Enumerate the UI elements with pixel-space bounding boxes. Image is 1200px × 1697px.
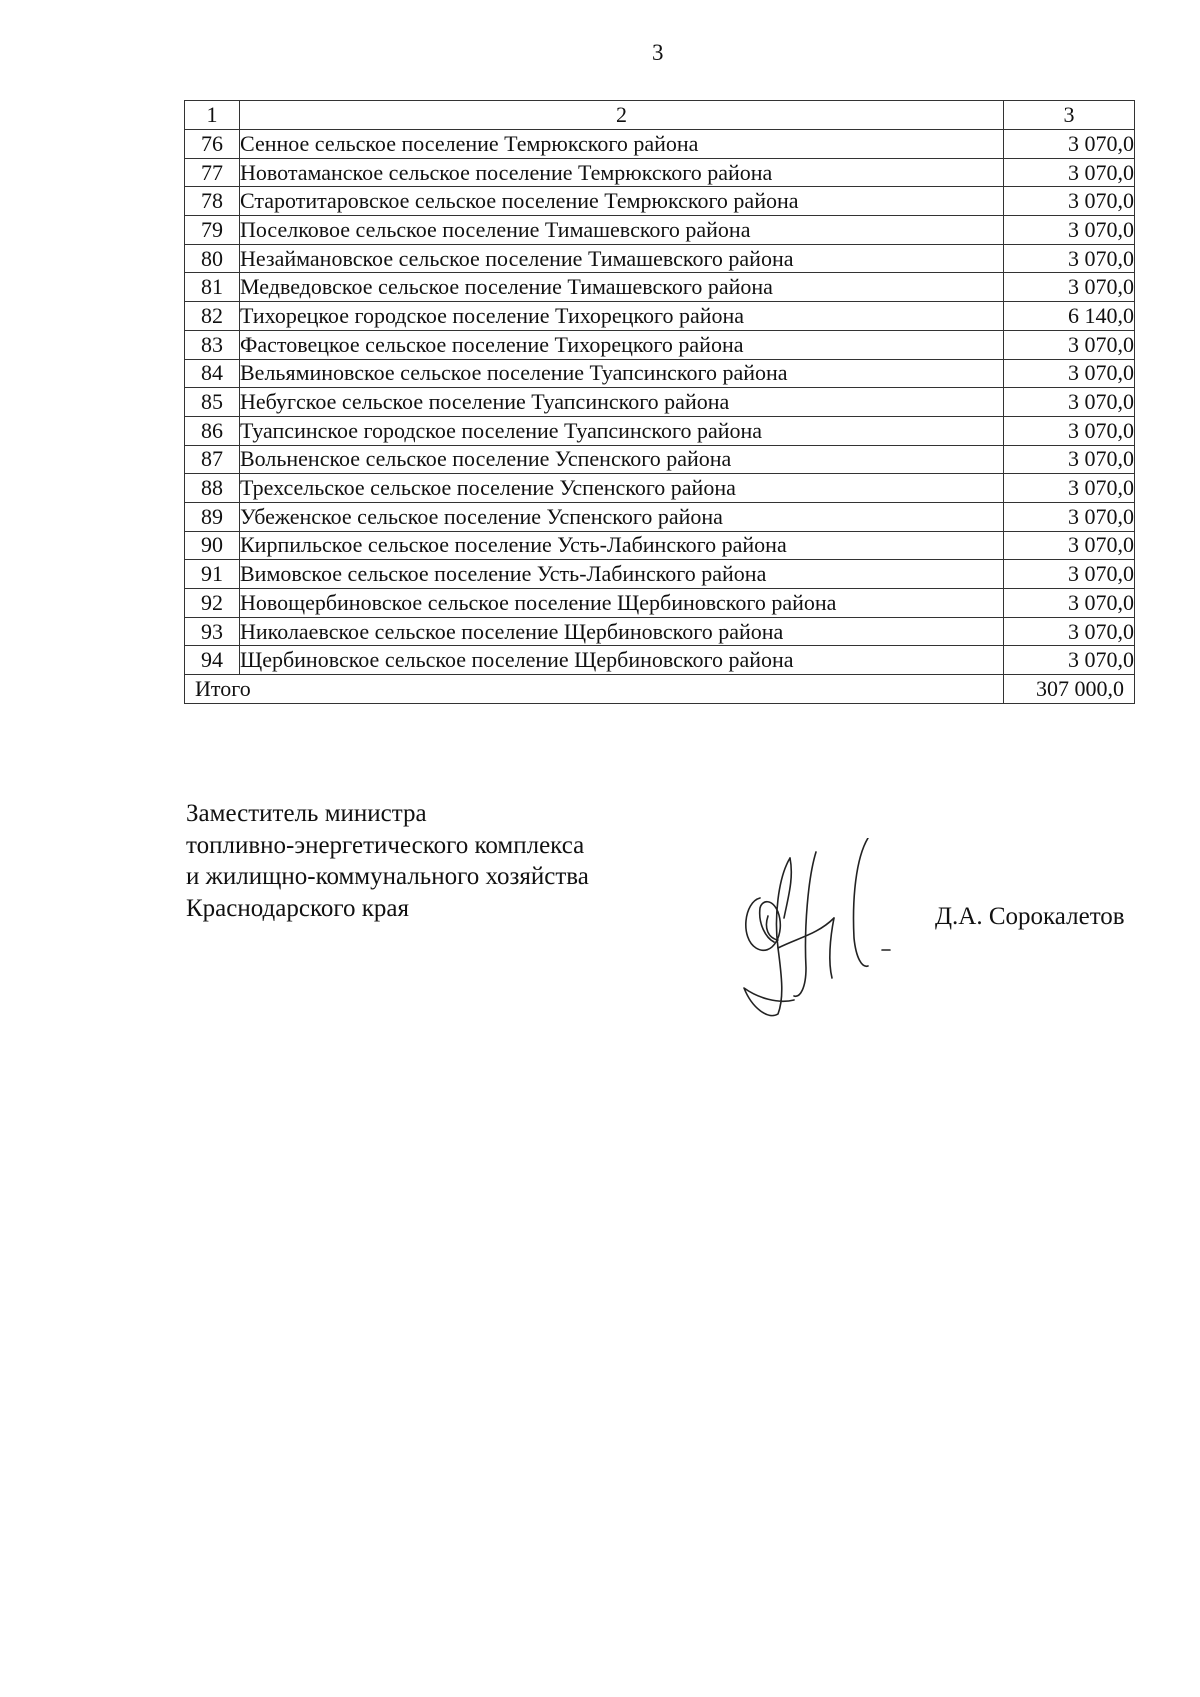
row-number: 91 bbox=[185, 560, 240, 589]
row-number: 76 bbox=[185, 130, 240, 159]
amount-value: 3 070,0 bbox=[1004, 130, 1135, 159]
settlement-name: Новотаманское сельское поселение Темрюкского района bbox=[240, 158, 1004, 187]
page-number: 3 bbox=[652, 40, 664, 65]
amount-value: 3 070,0 bbox=[1004, 330, 1135, 359]
amount-value: 3 070,0 bbox=[1004, 646, 1135, 675]
settlement-name: Незаймановское сельское поселение Тимашевского района bbox=[240, 244, 1004, 273]
table-row bbox=[185, 474, 1135, 503]
amount-value: 3 070,0 bbox=[1004, 359, 1135, 388]
settlement-name: Вимовское сельское поселение Усть-Лабинского района bbox=[240, 560, 1004, 589]
amount-value: 3 070,0 bbox=[1004, 416, 1135, 445]
amount-value: 6 140,0 bbox=[1004, 302, 1135, 331]
settlement-name: Вельяминовское сельское поселение Туапсинского района bbox=[240, 359, 1004, 388]
header-col-3: 3 bbox=[1004, 101, 1135, 130]
settlement-name: Медведовское сельское поселение Тимашевского района bbox=[240, 273, 1004, 302]
row-number: 78 bbox=[185, 187, 240, 216]
row-number: 90 bbox=[185, 531, 240, 560]
position-line: топливно-энергетического комплекса bbox=[186, 831, 585, 859]
amount-value: 3 070,0 bbox=[1004, 531, 1135, 560]
table-row bbox=[185, 187, 1135, 216]
total-row bbox=[185, 675, 1135, 704]
table-row bbox=[185, 589, 1135, 618]
amount-value: 3 070,0 bbox=[1004, 560, 1135, 589]
row-number: 88 bbox=[185, 474, 240, 503]
table-row bbox=[185, 130, 1135, 159]
table-body bbox=[185, 101, 1135, 704]
table-row bbox=[185, 244, 1135, 273]
settlement-name: Убеженское сельское поселение Успенского района bbox=[240, 502, 1004, 531]
handwritten-signature bbox=[738, 838, 908, 1018]
table-row bbox=[185, 273, 1135, 302]
table-row bbox=[185, 359, 1135, 388]
row-number: 87 bbox=[185, 445, 240, 474]
settlement-name: Поселковое сельское поселение Тимашевского района bbox=[240, 216, 1004, 245]
table-row bbox=[185, 502, 1135, 531]
settlement-name: Фастовецкое сельское поселение Тихорецкого района bbox=[240, 330, 1004, 359]
row-number: 89 bbox=[185, 502, 240, 531]
row-number: 77 bbox=[185, 158, 240, 187]
table-row bbox=[185, 416, 1135, 445]
header-col-1: 1 bbox=[185, 101, 240, 130]
table-row bbox=[185, 216, 1135, 245]
settlement-name: Трехсельское сельское поселение Успенского района bbox=[240, 474, 1004, 503]
table-row bbox=[185, 302, 1135, 331]
table-row bbox=[185, 646, 1135, 675]
position-line: Краснодарского края bbox=[186, 894, 409, 922]
row-number: 79 bbox=[185, 216, 240, 245]
amount-value: 3 070,0 bbox=[1004, 445, 1135, 474]
row-number: 80 bbox=[185, 244, 240, 273]
row-number: 83 bbox=[185, 330, 240, 359]
row-number: 93 bbox=[185, 617, 240, 646]
table-row bbox=[185, 560, 1135, 589]
table-row bbox=[185, 531, 1135, 560]
amount-value: 3 070,0 bbox=[1004, 388, 1135, 417]
position-line: и жилищно-коммунального хозяйства bbox=[186, 863, 589, 890]
header-col-2: 2 bbox=[240, 101, 1004, 130]
settlement-name: Тихорецкое городское поселение Тихорецкого района bbox=[240, 302, 1004, 331]
row-number: 81 bbox=[185, 273, 240, 302]
signatory-position bbox=[186, 798, 589, 924]
table-row bbox=[185, 158, 1135, 187]
total-label: Итого bbox=[185, 675, 1004, 704]
settlement-name: Щербиновское сельское поселение Щербиновского района bbox=[240, 646, 1004, 675]
table-row bbox=[185, 617, 1135, 646]
settlement-name: Небугское сельское поселение Туапсинского района bbox=[240, 388, 1004, 417]
table-row bbox=[185, 330, 1135, 359]
row-number: 84 bbox=[185, 359, 240, 388]
allocation-table bbox=[184, 100, 1135, 704]
amount-value: 3 070,0 bbox=[1004, 502, 1135, 531]
signer-name: Д.А. Сорокалетов bbox=[935, 903, 1125, 930]
row-number: 94 bbox=[185, 646, 240, 675]
table-row bbox=[185, 445, 1135, 474]
amount-value: 3 070,0 bbox=[1004, 273, 1135, 302]
amount-value: 3 070,0 bbox=[1004, 216, 1135, 245]
settlement-name: Кирпильское сельское поселение Усть-Лабинского района bbox=[240, 531, 1004, 560]
row-number: 85 bbox=[185, 388, 240, 417]
row-number: 82 bbox=[185, 302, 240, 331]
row-number: 86 bbox=[185, 416, 240, 445]
amount-value: 3 070,0 bbox=[1004, 187, 1135, 216]
row-number: 92 bbox=[185, 589, 240, 618]
amount-value: 3 070,0 bbox=[1004, 244, 1135, 273]
amount-value: 3 070,0 bbox=[1004, 617, 1135, 646]
amount-value: 3 070,0 bbox=[1004, 158, 1135, 187]
table-row bbox=[185, 388, 1135, 417]
settlement-name: Туапсинское городское поселение Туапсинского района bbox=[240, 416, 1004, 445]
position-line: Заместитель министра bbox=[186, 800, 427, 827]
settlement-name: Новощербиновское сельское поселение Щербиновского района bbox=[240, 589, 1004, 618]
settlement-name: Николаевское сельское поселение Щербиновского района bbox=[240, 617, 1004, 646]
total-value: 307 000,0 bbox=[1004, 675, 1135, 704]
settlement-name: Вольненское сельское поселение Успенского района bbox=[240, 445, 1004, 474]
amount-value: 3 070,0 bbox=[1004, 589, 1135, 618]
settlement-name: Старотитаровское сельское поселение Темрюкского района bbox=[240, 187, 1004, 216]
table-header-row bbox=[185, 101, 1135, 130]
amount-value: 3 070,0 bbox=[1004, 474, 1135, 503]
settlement-name: Сенное сельское поселение Темрюкского района bbox=[240, 130, 1004, 159]
